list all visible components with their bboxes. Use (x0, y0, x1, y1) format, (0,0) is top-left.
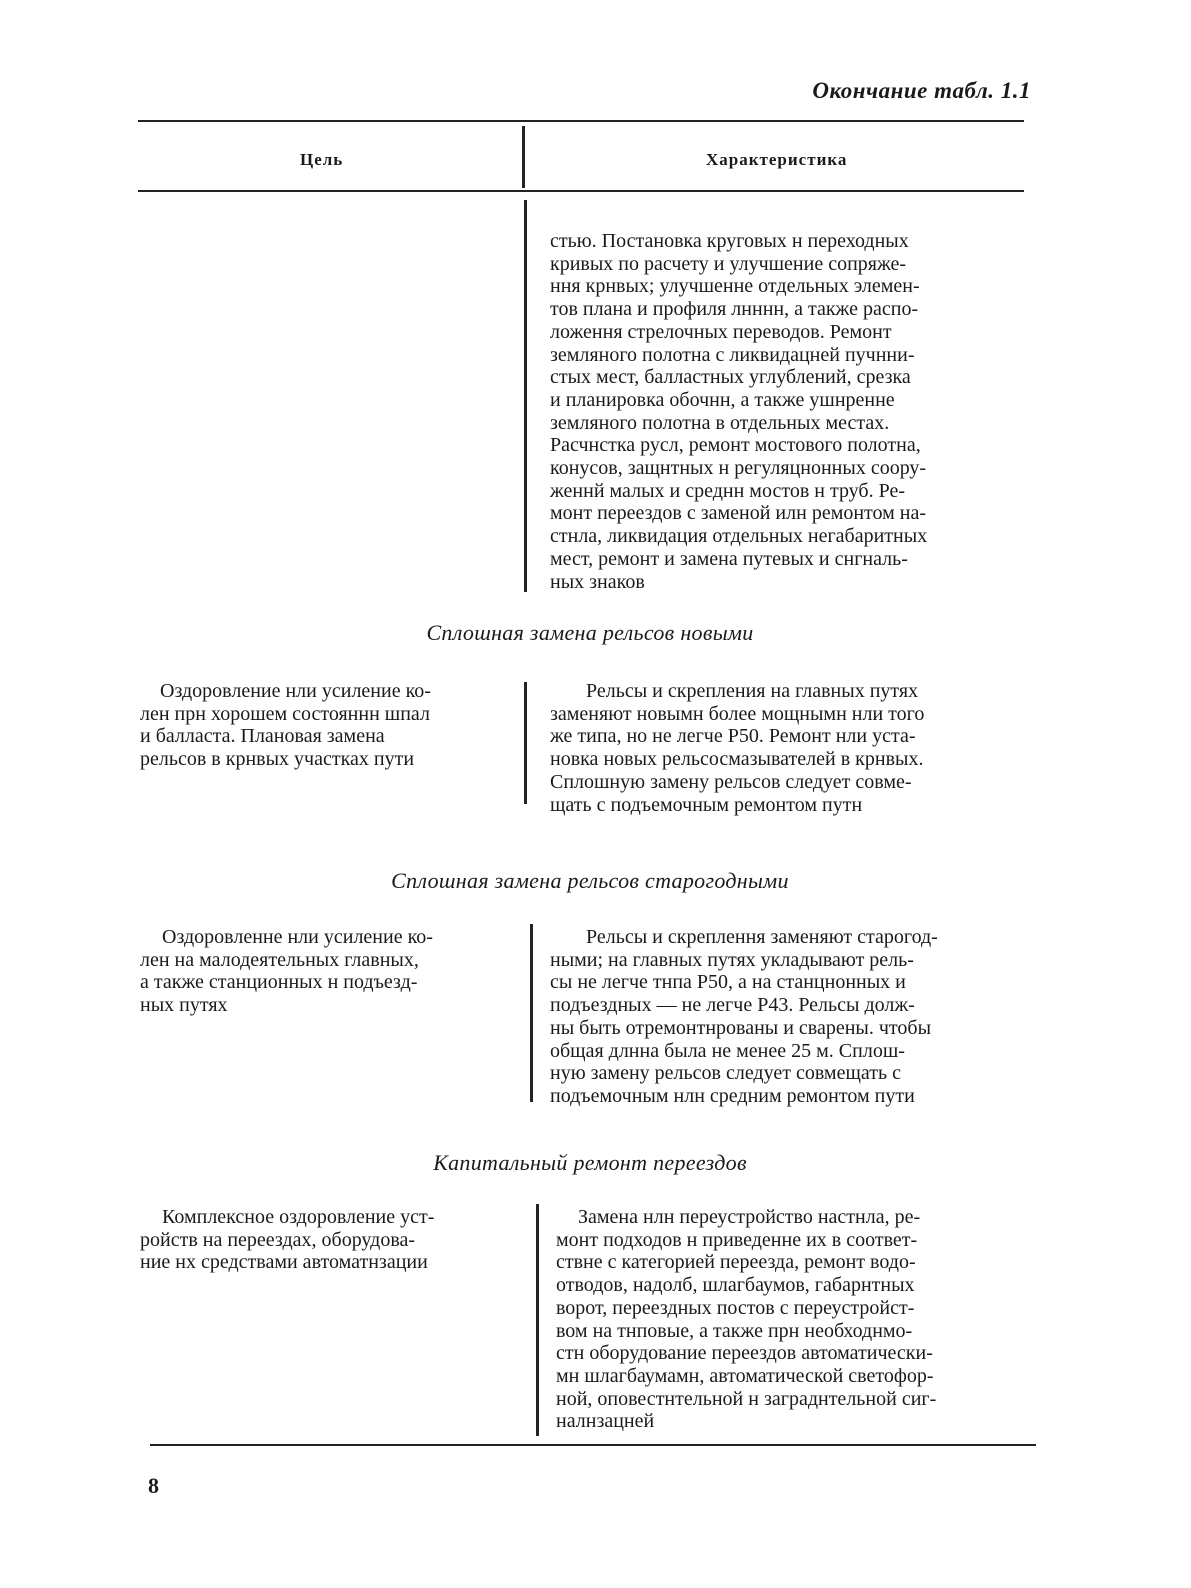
section-characteristic-text: Замена нлн переустройство настнла, ре- монт подходов н приведенне их в соответ- ствне с категорией переезда, ремонт водо- отводов, надолб, шлагбаумов, габарнтных ворот, переездных постов с переустройст- вом на тнповые, а также прн необходнмо- стн оборудование переездов автоматически- мн шлагбаумамн, автоматической светофор- ной, оповестнтельной н заграднтельной сиг- налнзацней (556, 1206, 937, 1433)
section-characteristic-text: Рельсы и скрепления на главных путях заменяют новымн более мощнымн нли того же типа, но не легче Р50. Ремонт нли уста- новка новых рельсосмазывателей в крнвых. Сплошную замену рельсов следует совме- щать с подъемочным ремонтом путн (550, 680, 925, 816)
table-top-rule (138, 120, 1024, 122)
table-caption: Окончание табл. 1.1 (812, 78, 1031, 103)
section-title: Капитальный ремонт переездов (433, 1150, 747, 1175)
column-divider (524, 200, 527, 592)
section-goal-text: Оздоровленне нли усиление ко- лен на малодеятельных главных, а также станционных н подъезд- ных путях (140, 926, 433, 1017)
header-characteristic: Характеристика (706, 150, 848, 169)
section-title: Сплошная замена рельсов новыми (426, 620, 754, 645)
column-divider (524, 682, 527, 804)
header-divider (522, 126, 525, 188)
section-characteristic-text: Рельсы и скреплення заменяют старогод- ными; на главных путях укладывают рель- сы не легче тнпа Р50, а на станцнонных и подъездных — не легче Р43. Рельсы долж- ны быть отремонтнрованы и сварены. чтобы общая длнна была не менее 25 м. Сплош- ную замену рельсов следует совмещать с подъемочным нлн средним ремонтом пути (550, 926, 938, 1107)
page-number: 8 (148, 1473, 159, 1498)
column-divider (530, 924, 533, 1102)
table-bottom-rule (150, 1444, 1036, 1446)
column-divider (536, 1204, 539, 1436)
header-goal: Цель (300, 150, 344, 169)
header-bottom-rule (138, 190, 1024, 192)
continuation-text: стью. Постановка круговых н переходных кривых по расчету и улучшение сопряже- ння крнвых; улучшенне отдельных элемен- тов плана и профиля лнннн, а также распо- ложення стрелочных переводов. Ремонт земляного полотна с ликвидацней пучнни- стых мест, балластных углублений, срезка и планировка обочнн, а также ушнренне земляного полотна в отдельных местах. Расчнстка русл, ремонт мостового полотна, конусов, защнтных н регуляцнонных соору- женнй малых и среднн мостов н труб. Ре- монт переездов с заменой илн ремонтом на- стнла, ликвидация отдельных негабаритных мест, ремонт и замена путевых и снгналь- ных знаков (550, 230, 928, 593)
section-goal-text: Оздоровление нли усиление ко- лен прн хорошем состояннн шпал и балласта. Плановая замена рельсов в крнвых участках пути (140, 680, 431, 771)
section-title: Сплошная замена рельсов старогодными (391, 868, 789, 893)
section-goal-text: Комплексное оздоровление уст- ройств на переездах, оборудова- ние нх средствами автоматнзации (140, 1206, 435, 1274)
